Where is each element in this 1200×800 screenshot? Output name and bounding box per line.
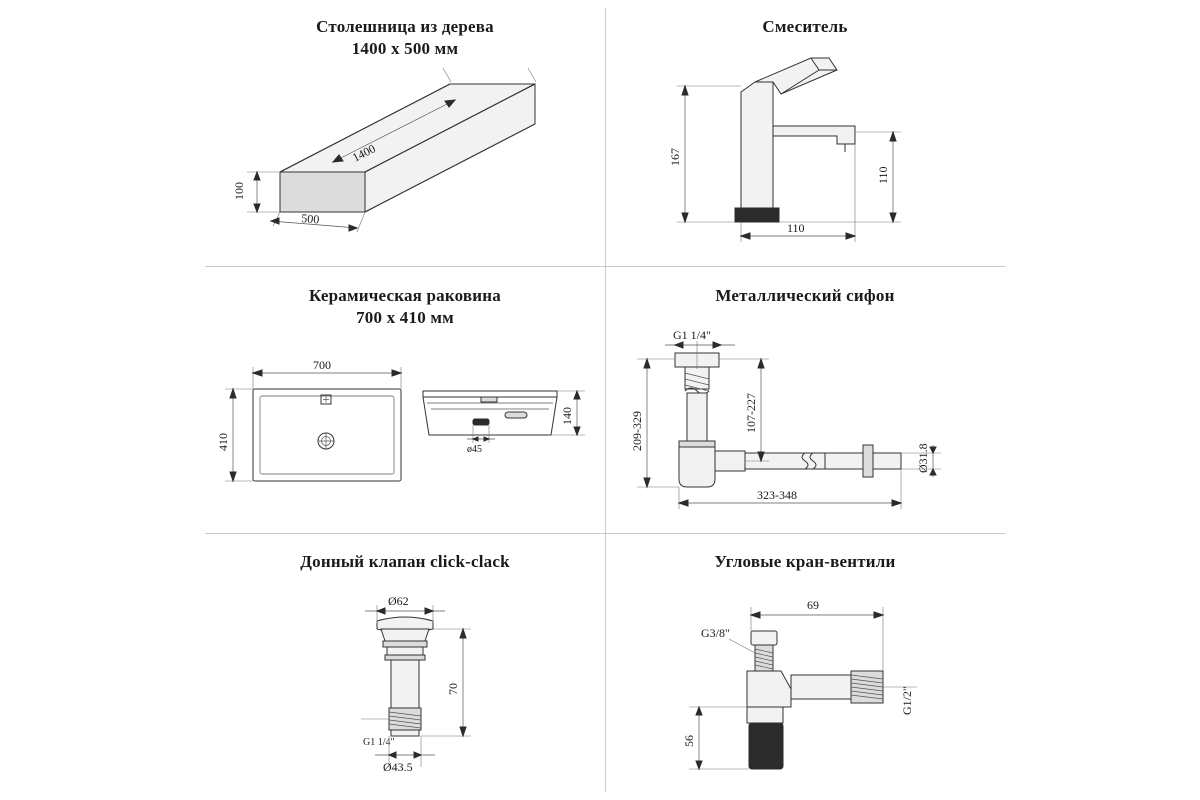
valve-drawing bbox=[205, 595, 605, 795]
dim-valve-o435: Ø43.5 bbox=[383, 760, 413, 775]
dim-siphon-209-329: 209-329 bbox=[630, 410, 644, 451]
panel-siphon-title-line1: Металлический сифон bbox=[715, 285, 895, 305]
dim-countertop-1400: 1400 bbox=[350, 141, 378, 165]
panel-angle-valves-title bbox=[605, 551, 1005, 573]
faucet-drawing bbox=[605, 40, 1005, 250]
siphon-drawing bbox=[605, 323, 1005, 523]
angle-valve-drawing bbox=[605, 595, 1005, 795]
dim-angle-g38: G3/8" bbox=[701, 626, 730, 641]
dim-countertop-500: 500 bbox=[300, 211, 320, 227]
panel-countertop-title-line2: 1400 x 500 мм bbox=[351, 39, 459, 58]
panel-countertop bbox=[205, 0, 605, 267]
dim-angle-56: 56 bbox=[682, 735, 696, 748]
panel-siphon-title bbox=[605, 285, 1005, 307]
dim-angle-69: 69 bbox=[807, 598, 819, 613]
dim-siphon-g114: G1 1/4" bbox=[673, 327, 711, 342]
panel-faucet-title bbox=[605, 16, 1005, 38]
dim-angle-g12: G1/2" bbox=[900, 686, 914, 716]
dim-faucet-110-vertical: 110 bbox=[876, 166, 890, 184]
panel-angle-valves-title-line1: Угловые кран-вентили bbox=[714, 552, 896, 572]
panel-click-clack-valve bbox=[205, 533, 605, 800]
dim-basin-410: 410 bbox=[216, 432, 230, 451]
panel-basin-title bbox=[205, 285, 605, 329]
basin-drawing bbox=[205, 359, 605, 519]
panel-faucet-title-line1: Смеситель bbox=[762, 17, 848, 36]
dim-siphon-107-227: 107-227 bbox=[744, 392, 758, 433]
panel-metal-siphon bbox=[605, 267, 1005, 534]
panel-faucet bbox=[605, 0, 1005, 267]
panel-valve-title-line1: Донный клапан click-clack bbox=[300, 552, 510, 572]
dim-valve-o62: Ø62 bbox=[388, 595, 409, 609]
dim-siphon-323-348: 323-348 bbox=[757, 487, 797, 502]
panel-ceramic-basin bbox=[205, 267, 605, 534]
panel-countertop-title-line1: Столешница из дерева bbox=[316, 17, 494, 36]
panel-grid bbox=[205, 0, 1005, 800]
dim-basin-o45: ø45 bbox=[467, 443, 482, 455]
panel-countertop-title bbox=[205, 16, 605, 60]
dim-basin-140: 140 bbox=[560, 406, 574, 425]
panel-basin-title-line1: Керамическая раковина bbox=[309, 285, 501, 305]
countertop-drawing bbox=[205, 62, 605, 262]
dim-siphon-o318: Ø31.8 bbox=[916, 442, 930, 473]
dim-valve-70: 70 bbox=[446, 683, 460, 696]
panel-valve-title bbox=[205, 551, 605, 573]
panel-angle-valves bbox=[605, 533, 1005, 800]
panel-basin-title-line2: 700 x 410 мм bbox=[356, 307, 454, 327]
dim-basin-700: 700 bbox=[313, 358, 331, 372]
dim-faucet-110-horizontal: 110 bbox=[787, 221, 805, 235]
dim-faucet-167: 167 bbox=[668, 148, 682, 166]
dim-countertop-100: 100 bbox=[232, 182, 246, 200]
dim-valve-g114: G1 1/4" bbox=[363, 737, 395, 749]
